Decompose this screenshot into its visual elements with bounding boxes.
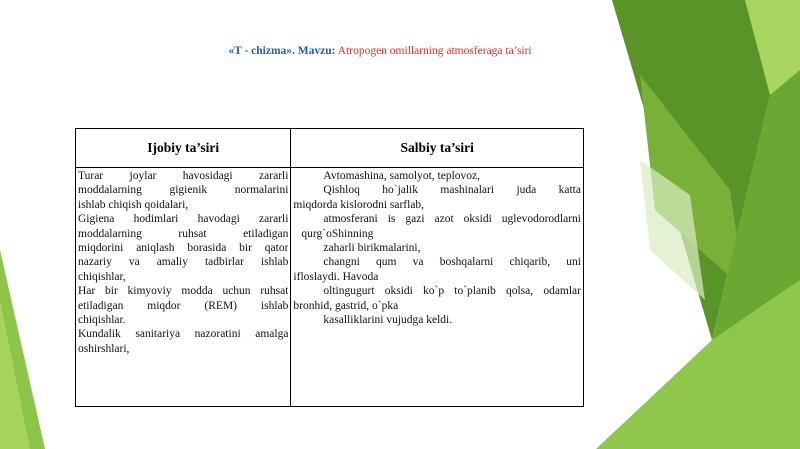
right-line: changni qum va boshqalarni chiqarib, uni <box>323 256 581 269</box>
title-topic: Atropogen omillarning atmosferaga ta’siri <box>337 45 532 57</box>
right-line: miqdorda kislorodni sarflab, <box>293 198 425 211</box>
right-line: bronhid, gastrid, o`pka <box>293 299 399 312</box>
left-line: etiladigan miqdor (REM) ishlab <box>78 299 289 312</box>
table-header-row <box>76 129 584 168</box>
right-green-fade <box>596 280 800 449</box>
right-line: oltingugurt oksidi ko`p to`planib qolsa, odamlar <box>323 285 581 298</box>
left-line: Gigiena hodimlari havodagi zararli <box>78 213 289 226</box>
left-line: chiqishlar. <box>78 314 126 327</box>
left-line: nazariy va amaliy tadbirlar ishlab <box>78 256 289 269</box>
left-line: Kundalik sanitariya nazoratini amalga <box>78 328 289 341</box>
header-positive: Ijobiy ta’siri <box>76 129 291 168</box>
negative-effects-cell <box>291 168 584 407</box>
right-line: zaharli birikmalarini, <box>323 242 421 255</box>
slide-title <box>120 45 640 57</box>
header-negative: Salbiy ta’siri <box>291 129 584 168</box>
right-line: ifloslaydi. Havoda <box>293 270 379 283</box>
left-line: moddalarning gigienik normalarini <box>78 184 289 197</box>
left-line: ishlab chiqish qoidalari, <box>78 198 189 211</box>
title-prefix: «T - chizma». Mavzu: <box>228 45 336 57</box>
table-body-row <box>76 168 584 407</box>
right-line: qurg`oShinning <box>301 227 374 240</box>
right-line: Avtomashina, samolyot, teplovoz, <box>323 170 481 182</box>
left-line: chiqishlar, <box>78 270 126 283</box>
right-line: kasalliklarini vujudga keldi. <box>323 314 453 327</box>
left-line: oshirshlari, <box>78 342 130 355</box>
left-line: Har bir kimyoviy modda uchun ruhsat <box>78 285 289 298</box>
left-line: miqdorini aniqlash borasida bir qator <box>78 242 289 255</box>
left-line: Turar joylar havosidagi zararli <box>78 170 289 182</box>
t-chart-table <box>75 128 584 407</box>
positive-effects-cell <box>76 168 291 407</box>
right-line: Qishloq ho`jalik mashinalari juda katta <box>323 184 581 197</box>
left-line: moddalarning ruhsat etiladigan <box>78 227 289 240</box>
right-line: atmosferani is gazi azot oksidi uglevodorodlarni <box>323 213 581 226</box>
